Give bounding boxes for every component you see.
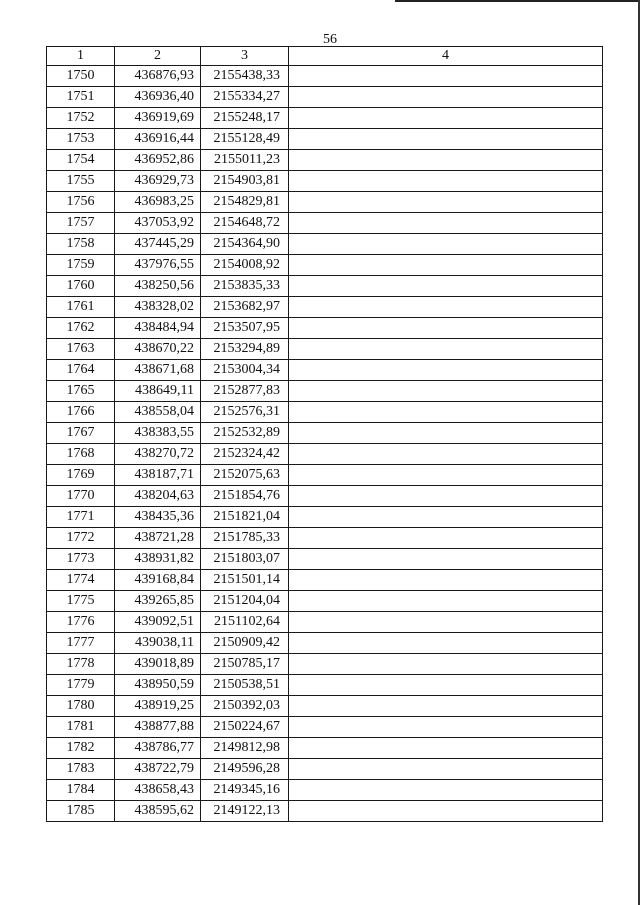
y-coordinate-cell: 2155248,17 [201,108,289,129]
point-number-cell: 1772 [47,528,115,549]
column-header-2: 2 [115,47,201,66]
y-coordinate-cell: 2152324,42 [201,444,289,465]
table-row [47,654,603,675]
point-number-cell: 1755 [47,171,115,192]
table-row [47,402,603,423]
x-coordinate-cell: 438722,79 [115,759,201,780]
table-row [47,339,603,360]
note-cell [289,591,603,612]
table-row [47,591,603,612]
y-coordinate-cell: 2154648,72 [201,213,289,234]
y-coordinate-cell: 2153682,97 [201,297,289,318]
x-coordinate-cell: 438658,43 [115,780,201,801]
y-coordinate-cell: 2150392,03 [201,696,289,717]
table-row [47,360,603,381]
table-row [47,150,603,171]
x-coordinate-cell: 436952,86 [115,150,201,171]
y-coordinate-cell: 2151204,04 [201,591,289,612]
table-row [47,528,603,549]
point-number-cell: 1754 [47,150,115,171]
table-row [47,192,603,213]
table-row [47,255,603,276]
note-cell [289,360,603,381]
x-coordinate-cell: 437976,55 [115,255,201,276]
point-number-cell: 1769 [47,465,115,486]
point-number-cell: 1761 [47,297,115,318]
y-coordinate-cell: 2153004,34 [201,360,289,381]
point-number-cell: 1766 [47,402,115,423]
y-coordinate-cell: 2154008,92 [201,255,289,276]
x-coordinate-cell: 438270,72 [115,444,201,465]
y-coordinate-cell: 2152075,63 [201,465,289,486]
point-number-cell: 1756 [47,192,115,213]
table-row [47,759,603,780]
x-coordinate-cell: 438595,62 [115,801,201,822]
y-coordinate-cell: 2151803,07 [201,549,289,570]
point-number-cell: 1767 [47,423,115,444]
note-cell [289,549,603,570]
y-coordinate-cell: 2149812,98 [201,738,289,759]
point-number-cell: 1783 [47,759,115,780]
note-cell [289,171,603,192]
y-coordinate-cell: 2154903,81 [201,171,289,192]
point-number-cell: 1780 [47,696,115,717]
note-cell [289,108,603,129]
note-cell [289,318,603,339]
x-coordinate-cell: 438187,71 [115,465,201,486]
note-cell [289,402,603,423]
table-row [47,507,603,528]
point-number-cell: 1752 [47,108,115,129]
table-row [47,213,603,234]
table-row [47,423,603,444]
table-row [47,801,603,822]
note-cell [289,87,603,108]
point-number-cell: 1762 [47,318,115,339]
table-row [47,486,603,507]
table-row [47,675,603,696]
column-header-4: 4 [289,47,603,66]
note-cell [289,717,603,738]
x-coordinate-cell: 438919,25 [115,696,201,717]
y-coordinate-cell: 2150224,67 [201,717,289,738]
x-coordinate-cell: 437053,92 [115,213,201,234]
note-cell [289,528,603,549]
note-cell [289,570,603,591]
x-coordinate-cell: 436936,40 [115,87,201,108]
point-number-cell: 1777 [47,633,115,654]
y-coordinate-cell: 2153835,33 [201,276,289,297]
note-cell [289,66,603,87]
y-coordinate-cell: 2154829,81 [201,192,289,213]
note-cell [289,696,603,717]
point-number-cell: 1760 [47,276,115,297]
point-number-cell: 1768 [47,444,115,465]
x-coordinate-cell: 439038,11 [115,633,201,654]
y-coordinate-cell: 2155438,33 [201,66,289,87]
x-coordinate-cell: 438950,59 [115,675,201,696]
point-number-cell: 1774 [47,570,115,591]
table-row [47,381,603,402]
y-coordinate-cell: 2151785,33 [201,528,289,549]
note-cell [289,675,603,696]
y-coordinate-cell: 2155011,23 [201,150,289,171]
point-number-cell: 1785 [47,801,115,822]
y-coordinate-cell: 2154364,90 [201,234,289,255]
y-coordinate-cell: 2155334,27 [201,87,289,108]
column-header-1: 1 [47,47,115,66]
x-coordinate-cell: 439018,89 [115,654,201,675]
note-cell [289,234,603,255]
y-coordinate-cell: 2153507,95 [201,318,289,339]
table-row [47,696,603,717]
x-coordinate-cell: 438786,77 [115,738,201,759]
y-coordinate-cell: 2155128,49 [201,129,289,150]
note-cell [289,654,603,675]
point-number-cell: 1776 [47,612,115,633]
point-number-cell: 1773 [47,549,115,570]
point-number-cell: 1763 [47,339,115,360]
table-row [47,66,603,87]
y-coordinate-cell: 2149596,28 [201,759,289,780]
x-coordinate-cell: 438931,82 [115,549,201,570]
x-coordinate-cell: 439168,84 [115,570,201,591]
note-cell [289,507,603,528]
x-coordinate-cell: 439265,85 [115,591,201,612]
table-header-row [47,47,603,66]
note-cell [289,339,603,360]
note-cell [289,129,603,150]
note-cell [289,738,603,759]
x-coordinate-cell: 438558,04 [115,402,201,423]
x-coordinate-cell: 436919,69 [115,108,201,129]
point-number-cell: 1759 [47,255,115,276]
table-row [47,738,603,759]
y-coordinate-cell: 2151821,04 [201,507,289,528]
note-cell [289,465,603,486]
table-row [47,549,603,570]
scan-edge-top [395,0,640,2]
note-cell [289,255,603,276]
table-row [47,318,603,339]
table-row [47,612,603,633]
y-coordinate-cell: 2149122,13 [201,801,289,822]
x-coordinate-cell: 438435,36 [115,507,201,528]
x-coordinate-cell: 438250,56 [115,276,201,297]
point-number-cell: 1764 [47,360,115,381]
table-row [47,87,603,108]
y-coordinate-cell: 2151854,76 [201,486,289,507]
note-cell [289,444,603,465]
x-coordinate-cell: 437445,29 [115,234,201,255]
y-coordinate-cell: 2150785,17 [201,654,289,675]
x-coordinate-cell: 436876,93 [115,66,201,87]
note-cell [289,486,603,507]
y-coordinate-cell: 2149345,16 [201,780,289,801]
point-number-cell: 1775 [47,591,115,612]
table-row [47,717,603,738]
x-coordinate-cell: 439092,51 [115,612,201,633]
point-number-cell: 1770 [47,486,115,507]
point-number-cell: 1753 [47,129,115,150]
table-row [47,171,603,192]
point-number-cell: 1751 [47,87,115,108]
note-cell [289,612,603,633]
table-row [47,108,603,129]
y-coordinate-cell: 2153294,89 [201,339,289,360]
y-coordinate-cell: 2152576,31 [201,402,289,423]
note-cell [289,633,603,654]
x-coordinate-cell: 438721,28 [115,528,201,549]
note-cell [289,297,603,318]
note-cell [289,423,603,444]
table-row [47,129,603,150]
note-cell [289,801,603,822]
table-row [47,465,603,486]
table-row [47,276,603,297]
y-coordinate-cell: 2152877,83 [201,381,289,402]
point-number-cell: 1750 [47,66,115,87]
note-cell [289,759,603,780]
point-number-cell: 1765 [47,381,115,402]
note-cell [289,276,603,297]
y-coordinate-cell: 2152532,89 [201,423,289,444]
note-cell [289,150,603,171]
table-row [47,570,603,591]
y-coordinate-cell: 2150909,42 [201,633,289,654]
table-body [47,66,603,822]
x-coordinate-cell: 436983,25 [115,192,201,213]
x-coordinate-cell: 438671,68 [115,360,201,381]
point-number-cell: 1782 [47,738,115,759]
x-coordinate-cell: 438328,02 [115,297,201,318]
note-cell [289,381,603,402]
note-cell [289,192,603,213]
column-header-3: 3 [201,47,289,66]
y-coordinate-cell: 2151501,14 [201,570,289,591]
y-coordinate-cell: 2150538,51 [201,675,289,696]
point-number-cell: 1757 [47,213,115,234]
point-number-cell: 1779 [47,675,115,696]
y-coordinate-cell: 2151102,64 [201,612,289,633]
x-coordinate-cell: 438670,22 [115,339,201,360]
table-row [47,444,603,465]
x-coordinate-cell: 438204,63 [115,486,201,507]
x-coordinate-cell: 436916,44 [115,129,201,150]
table-row [47,780,603,801]
x-coordinate-cell: 438649,11 [115,381,201,402]
x-coordinate-cell: 438877,88 [115,717,201,738]
page-number: 56 [323,32,337,47]
point-number-cell: 1778 [47,654,115,675]
x-coordinate-cell: 436929,73 [115,171,201,192]
note-cell [289,780,603,801]
coordinates-table [46,46,603,822]
table-row [47,633,603,654]
point-number-cell: 1784 [47,780,115,801]
point-number-cell: 1771 [47,507,115,528]
table-row [47,234,603,255]
point-number-cell: 1758 [47,234,115,255]
point-number-cell: 1781 [47,717,115,738]
table-row [47,297,603,318]
x-coordinate-cell: 438484,94 [115,318,201,339]
note-cell [289,213,603,234]
x-coordinate-cell: 438383,55 [115,423,201,444]
